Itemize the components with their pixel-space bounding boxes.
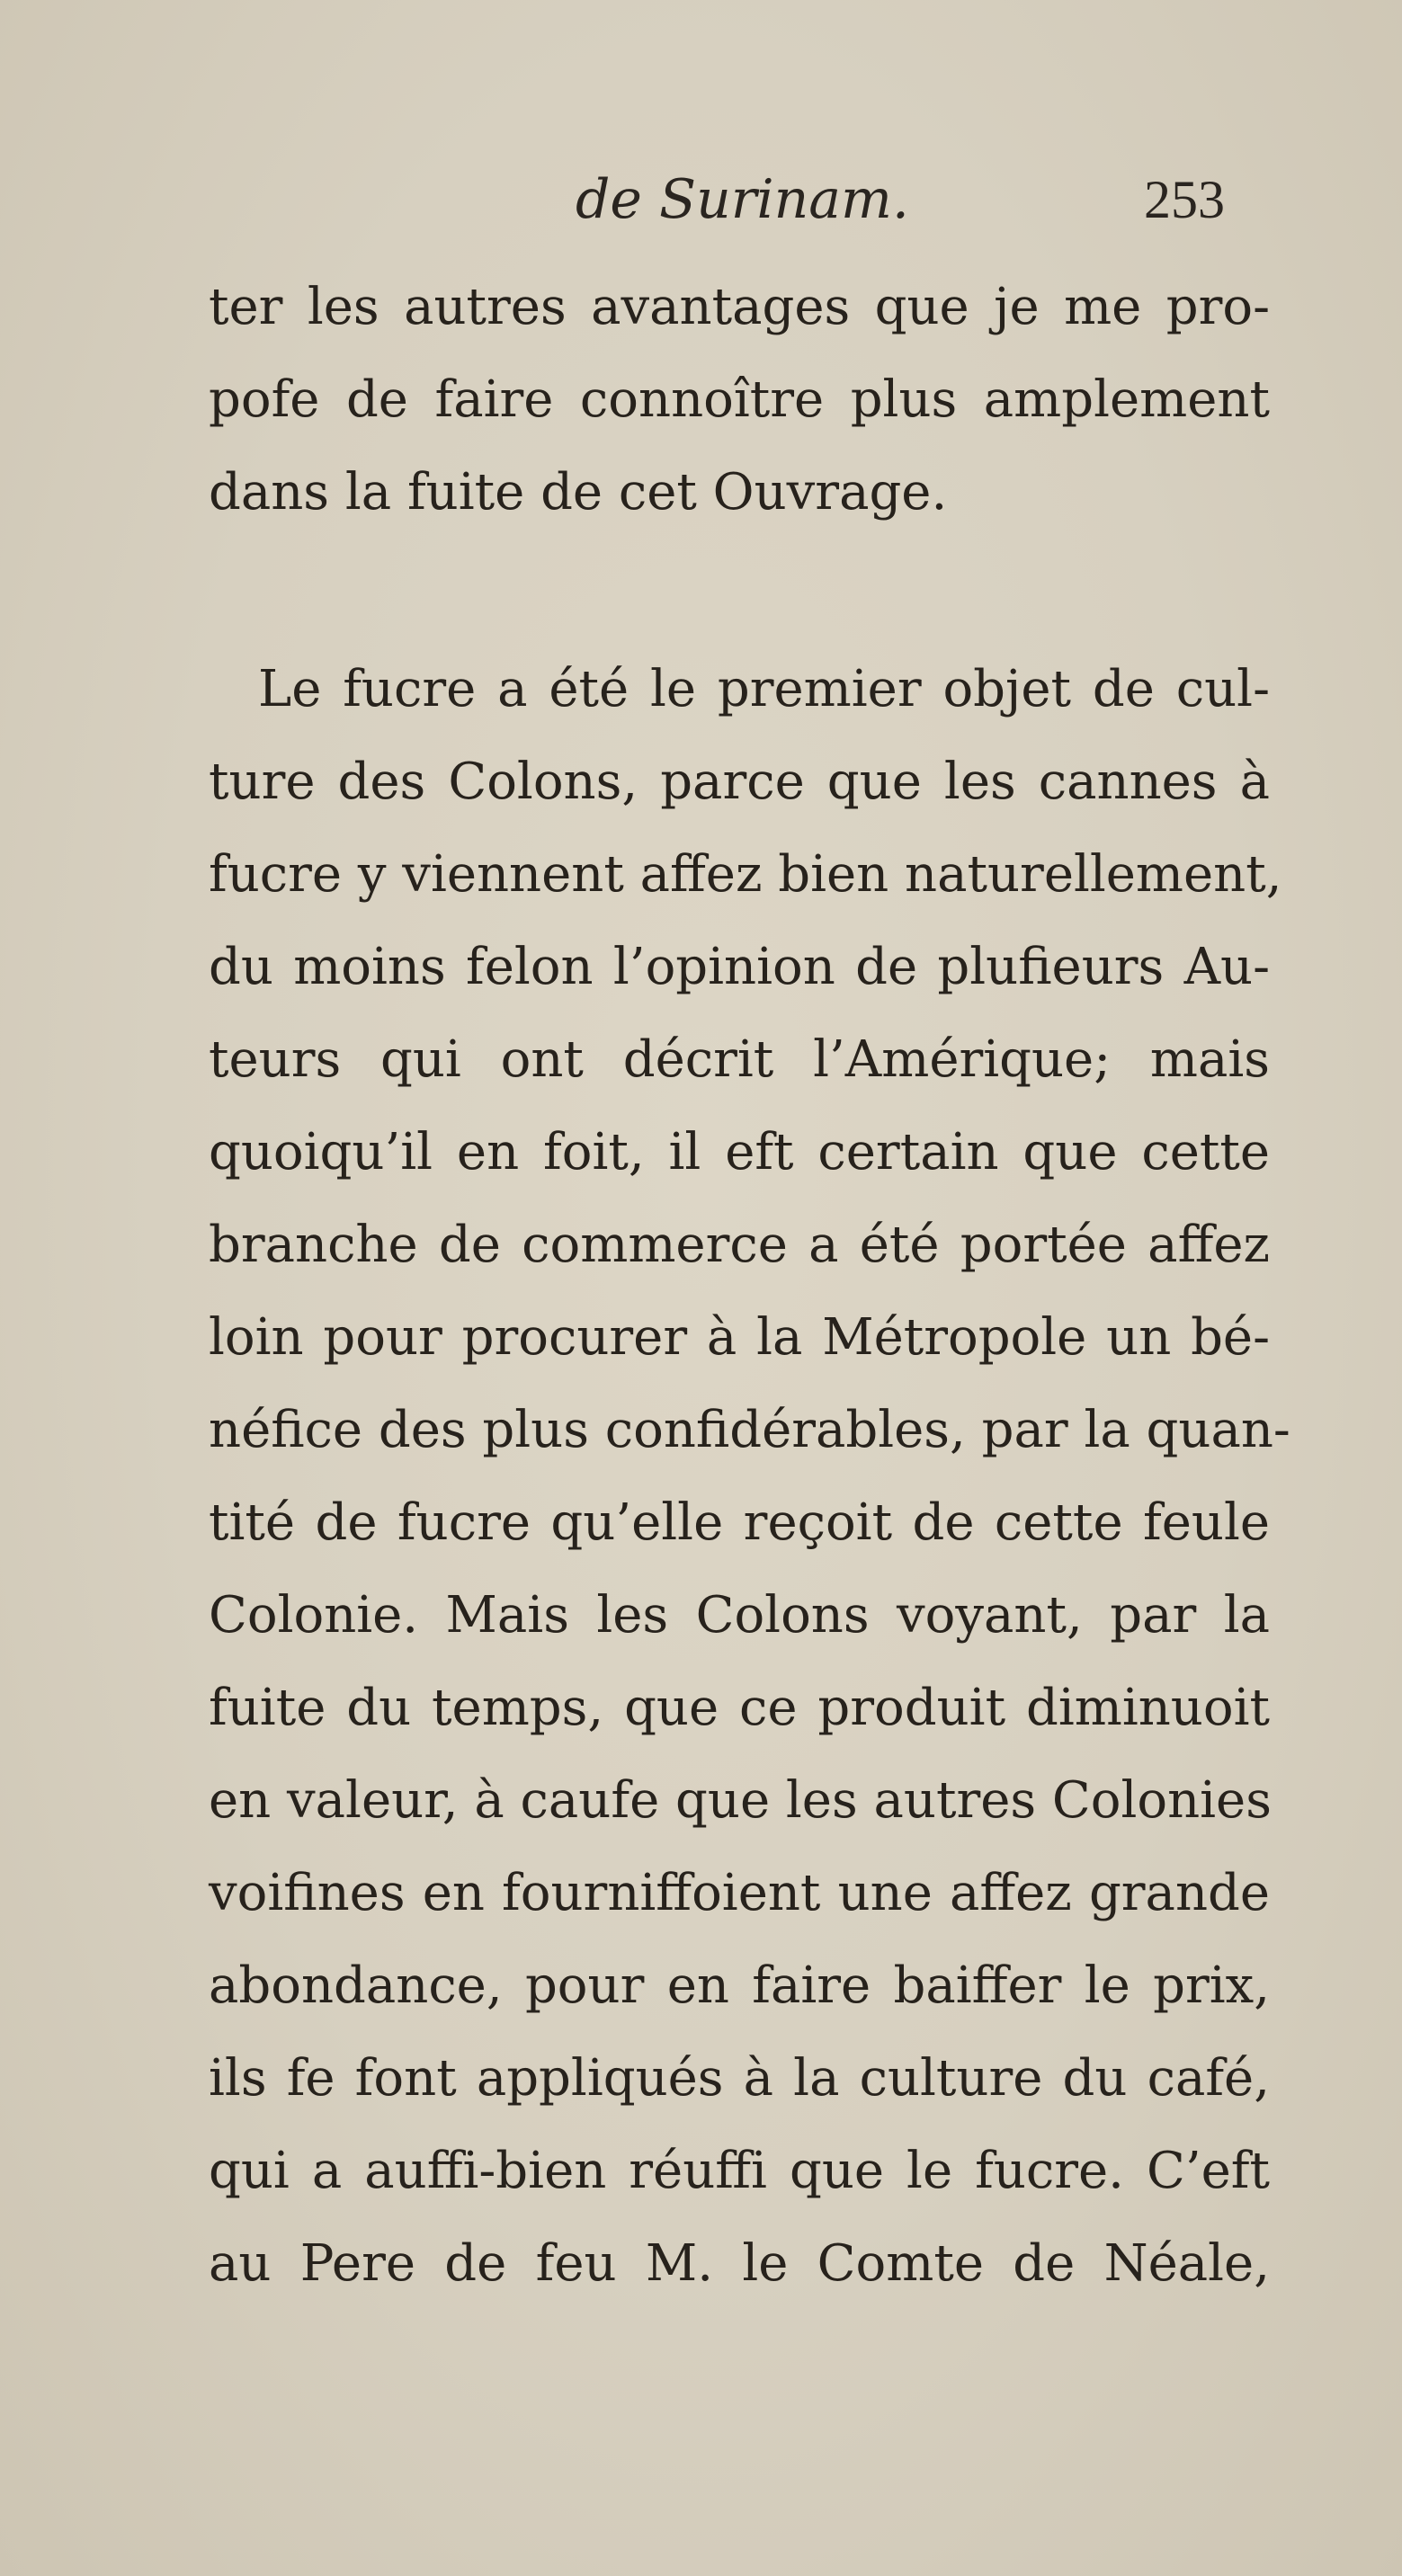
text-line: tité de fucre qu’elle reçoit de cette feule	[209, 1493, 1270, 1552]
paragraph-continuation	[209, 261, 1270, 539]
text-line: quoiqu’il en foit, il eft certain que cette	[209, 1123, 1270, 1181]
text-line: néfice des plus confidérables, par la quan-	[209, 1401, 1290, 1459]
text-line: pofe de faire connoître plus amplement	[209, 370, 1270, 429]
text-line: qui a auffi-bien réuffi que le fucre. C’eft	[209, 2142, 1270, 2200]
running-head	[0, 164, 1402, 236]
text-line: Le fucre a été le premier objet de cul-	[258, 660, 1270, 718]
text-line: au Pere de feu M. le Comte de Néale,	[209, 2234, 1270, 2293]
text-line: ils fe font appliqués à la culture du café,	[209, 2049, 1270, 2108]
text-line: Colonie. Mais les Colons voyant, par la	[209, 1586, 1270, 1645]
text-line: ter les autres avantages que je me pro-	[209, 278, 1270, 336]
text-line: en valeur, à caufe que les autres Colonies	[209, 1771, 1272, 1830]
text-line: ture des Colons, parce que les cannes à	[209, 753, 1270, 811]
text-line: abondance, pour en faire baiffer le prix,	[209, 1957, 1270, 2015]
text-line: fuite du temps, que ce produit diminuoit	[209, 1679, 1270, 1737]
body-text	[209, 261, 1290, 2310]
text-line: voifines en fourniffoient une affez grande	[209, 1864, 1270, 1922]
text-line: dans la fuite de cet Ouvrage.	[209, 463, 948, 521]
text-line: branche de commerce a été portée affez	[209, 1216, 1270, 1274]
running-title: de Surinam.	[576, 168, 909, 231]
text-line: du moins felon l’opinion de plufieurs Au-	[209, 938, 1270, 996]
text-line: teurs qui ont décrit l’Amérique; mais	[209, 1030, 1270, 1089]
paragraph-sugar	[209, 643, 1290, 2310]
page-number: 253	[1144, 170, 1225, 229]
text-line: loin pour procurer à la Métropole un bé-	[209, 1308, 1270, 1367]
paragraph-gap	[209, 539, 1270, 643]
text-line: fucre y viennent affez bien naturellement,	[209, 845, 1282, 904]
